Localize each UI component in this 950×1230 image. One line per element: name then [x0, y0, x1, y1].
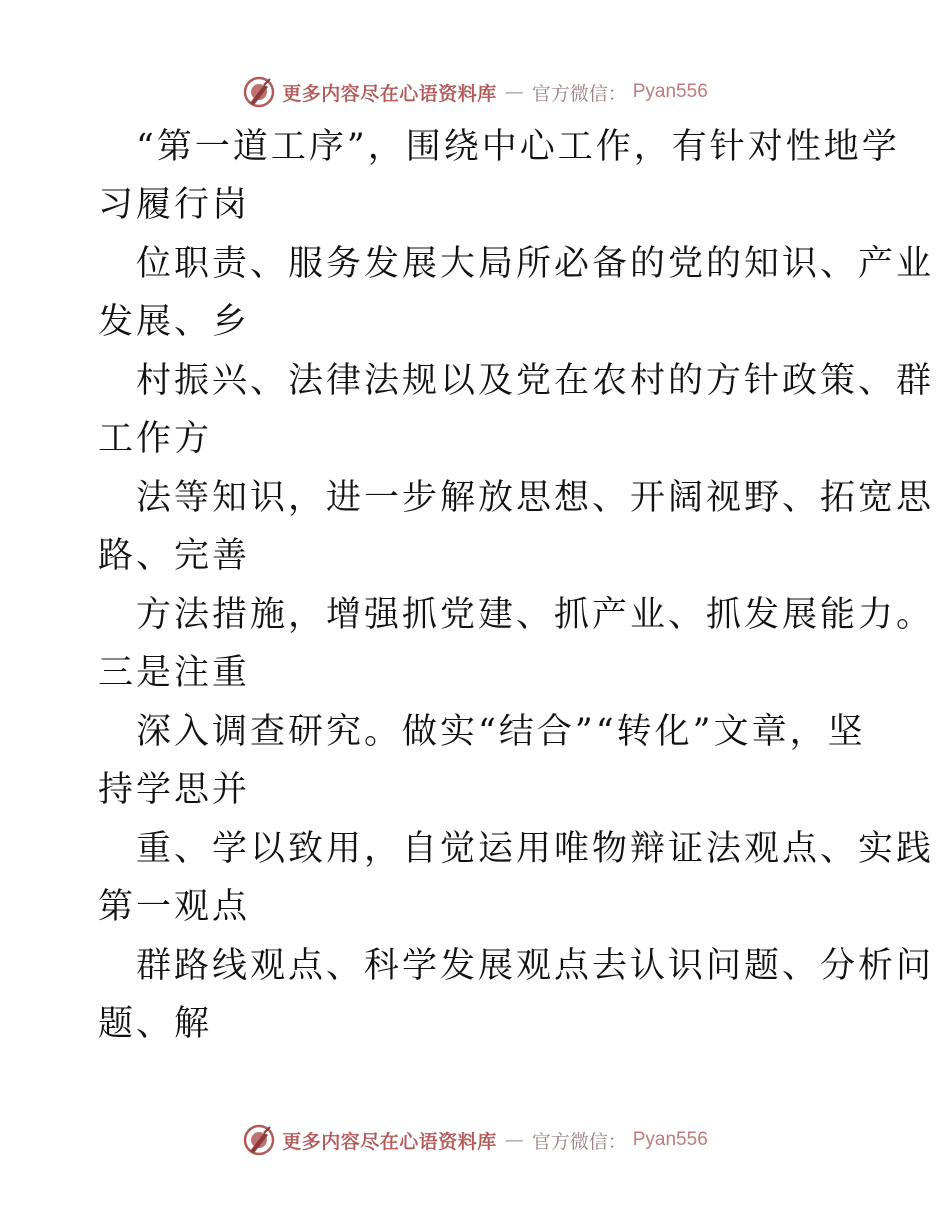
- text-line: 题、解: [98, 1004, 213, 1044]
- watermark-wechat-id: Pyan556: [632, 1129, 708, 1150]
- watermark-brand: 更多内容尽在心语资料库: [282, 82, 497, 105]
- footer-watermark: [0, 1120, 950, 1160]
- watermark-brand: 更多内容尽在心语资料库: [282, 1130, 497, 1153]
- watermark-dash: —: [504, 81, 524, 103]
- text-line: 法等知识，进一步解放思想、开阔视野、拓宽思: [136, 478, 935, 518]
- text-line: 村振兴、法律法规以及党在农村的方针政策、群: [136, 361, 935, 401]
- text-line: 三是注重: [98, 653, 251, 693]
- watermark-wechat-label: 官方微信：: [531, 82, 627, 105]
- text-line: “第一道工序”，围绕中心工作，有针对性地学: [136, 127, 900, 167]
- text-line: 发展、乡: [98, 302, 251, 342]
- text-line: 持学思并: [98, 770, 251, 810]
- quill-pen-logo-icon: [242, 1123, 276, 1157]
- text-line: 位职责、服务发展大局所必备的党的知识、产业: [136, 244, 935, 284]
- text-line: 第一观点: [98, 887, 251, 927]
- header-watermark: [0, 72, 950, 112]
- text-line: 群路线观点、科学发展观点去认识问题、分析问: [136, 946, 935, 986]
- watermark-dash: —: [504, 1129, 524, 1151]
- text-line: 习履行岗: [98, 185, 251, 225]
- watermark-wechat-id: Pyan556: [632, 81, 708, 102]
- quill-pen-logo-icon: [242, 75, 276, 109]
- text-line: 重、学以致用，自觉运用唯物辩证法观点、实践: [136, 829, 935, 869]
- text-line: 路、完善: [98, 536, 251, 576]
- text-line: 深入调查研究。做实“结合”“转化”文章，坚: [136, 712, 866, 752]
- watermark-wechat-label: 官方微信：: [531, 1130, 627, 1153]
- text-line: 方法措施，增强抓党建、抓产业、抓发展能力。: [136, 595, 935, 635]
- text-line: 工作方: [98, 419, 213, 459]
